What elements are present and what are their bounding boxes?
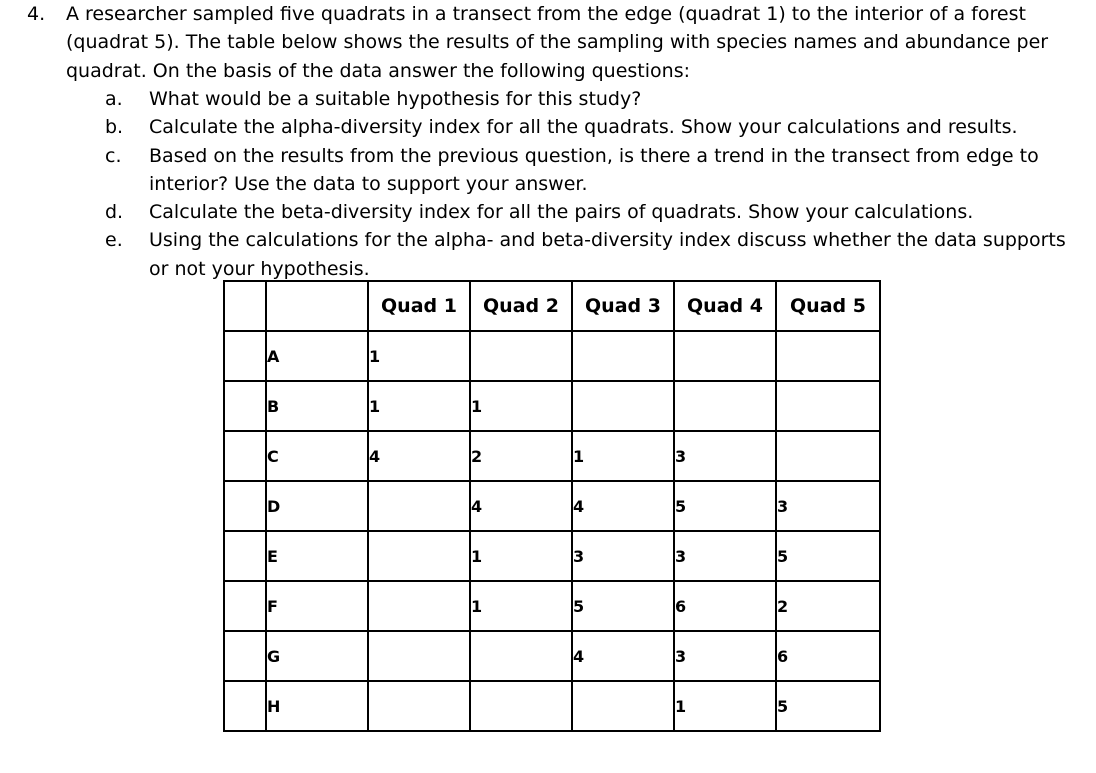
abundance-cell <box>776 381 880 431</box>
row-blank-cell <box>224 381 266 431</box>
abundance-cell: 2 <box>776 581 880 631</box>
abundance-cell: 4 <box>470 481 572 531</box>
abundance-cell <box>470 681 572 731</box>
abundance-cell <box>572 331 674 381</box>
sub-question-letter: a. <box>105 88 123 110</box>
abundance-cell: 1 <box>470 581 572 631</box>
sub-question-d <box>0 198 1096 226</box>
abundance-cell <box>572 681 674 731</box>
header-cell-quad: Quad 1 <box>368 281 470 331</box>
abundance-cell: 6 <box>674 581 776 631</box>
abundance-cell: 5 <box>776 681 880 731</box>
abundance-cell <box>368 681 470 731</box>
abundance-cell <box>674 381 776 431</box>
abundance-table <box>223 280 881 732</box>
abundance-cell <box>674 331 776 381</box>
row-blank-cell <box>224 581 266 631</box>
sub-question-text: Based on the results from the previous question, is there a trend in the transect from edge to interior? Use the data to support your answer. <box>149 144 1039 195</box>
sub-question-letter: c. <box>105 144 122 167</box>
sub-question-b <box>0 113 1096 141</box>
species-cell: H <box>266 681 368 731</box>
sub-question-text: Calculate the alpha-diversity index for all the quadrats. Show your calculations and results. <box>149 116 1018 139</box>
question-number: 4. <box>27 3 46 25</box>
abundance-cell: 1 <box>470 381 572 431</box>
header-cell-quad: Quad 3 <box>572 281 674 331</box>
abundance-cell <box>470 631 572 681</box>
header-cell-species <box>266 281 368 331</box>
sub-question-text: Using the calculations for the alpha- and beta-diversity index discuss whether the data supports or not your hypothesis. <box>149 229 1066 280</box>
abundance-cell: 1 <box>674 681 776 731</box>
species-cell: B <box>266 381 368 431</box>
sub-question-letter: e. <box>105 229 123 252</box>
species-cell: F <box>266 581 368 631</box>
table-row <box>224 581 880 631</box>
abundance-cell <box>368 631 470 681</box>
abundance-cell: 5 <box>572 581 674 631</box>
abundance-cell <box>776 331 880 381</box>
table-row <box>224 431 880 481</box>
abundance-cell <box>368 531 470 581</box>
abundance-cell: 1 <box>572 431 674 481</box>
abundance-cell: 3 <box>674 631 776 681</box>
row-blank-cell <box>224 631 266 681</box>
abundance-cell: 3 <box>674 531 776 581</box>
table-row <box>224 531 880 581</box>
sub-question-letter: d. <box>105 201 124 224</box>
row-blank-cell <box>224 681 266 731</box>
species-cell: D <box>266 481 368 531</box>
abundance-cell <box>572 381 674 431</box>
row-blank-cell <box>224 431 266 481</box>
species-cell: G <box>266 631 368 681</box>
table-row <box>224 631 880 681</box>
question-stem: A researcher sampled five quadrats in a transect from the edge (quadrat 1) to the interior of a forest (quadrat 5). The table below shows the results of the sampling with species names and abundance per quadrat. On the basis of the data answer the following questions: <box>66 3 1049 82</box>
header-cell-quad: Quad 5 <box>776 281 880 331</box>
sub-question-text: Calculate the beta-diversity index for all the pairs of quadrats. Show your calculations. <box>149 201 974 224</box>
abundance-cell <box>470 331 572 381</box>
header-cell-quad: Quad 4 <box>674 281 776 331</box>
abundance-cell: 3 <box>572 531 674 581</box>
header-cell-quad: Quad 2 <box>470 281 572 331</box>
row-blank-cell <box>224 531 266 581</box>
sub-question-a <box>0 85 1096 113</box>
abundance-cell: 4 <box>368 431 470 481</box>
abundance-cell: 5 <box>776 531 880 581</box>
abundance-cell <box>776 431 880 481</box>
abundance-cell: 4 <box>572 481 674 531</box>
sub-question-e <box>0 226 1096 283</box>
abundance-cell: 4 <box>572 631 674 681</box>
abundance-cell: 1 <box>470 531 572 581</box>
species-cell: C <box>266 431 368 481</box>
sub-question-c <box>0 142 1096 199</box>
table-row <box>224 481 880 531</box>
row-blank-cell <box>224 481 266 531</box>
abundance-cell: 1 <box>368 331 470 381</box>
sub-question-letter: b. <box>105 116 124 139</box>
table-header-row <box>224 281 880 331</box>
abundance-cell <box>368 481 470 531</box>
species-cell: E <box>266 531 368 581</box>
abundance-cell: 3 <box>776 481 880 531</box>
abundance-cell: 1 <box>368 381 470 431</box>
table-row <box>224 381 880 431</box>
header-cell-blank <box>224 281 266 331</box>
abundance-cell: 6 <box>776 631 880 681</box>
table-row <box>224 681 880 731</box>
species-cell: A <box>266 331 368 381</box>
row-blank-cell <box>224 331 266 381</box>
abundance-cell: 5 <box>674 481 776 531</box>
table-row <box>224 331 880 381</box>
sub-question-list <box>0 85 1096 283</box>
abundance-cell <box>368 581 470 631</box>
abundance-cell: 3 <box>674 431 776 481</box>
abundance-cell: 2 <box>470 431 572 481</box>
sub-question-text: What would be a suitable hypothesis for this study? <box>149 88 642 110</box>
